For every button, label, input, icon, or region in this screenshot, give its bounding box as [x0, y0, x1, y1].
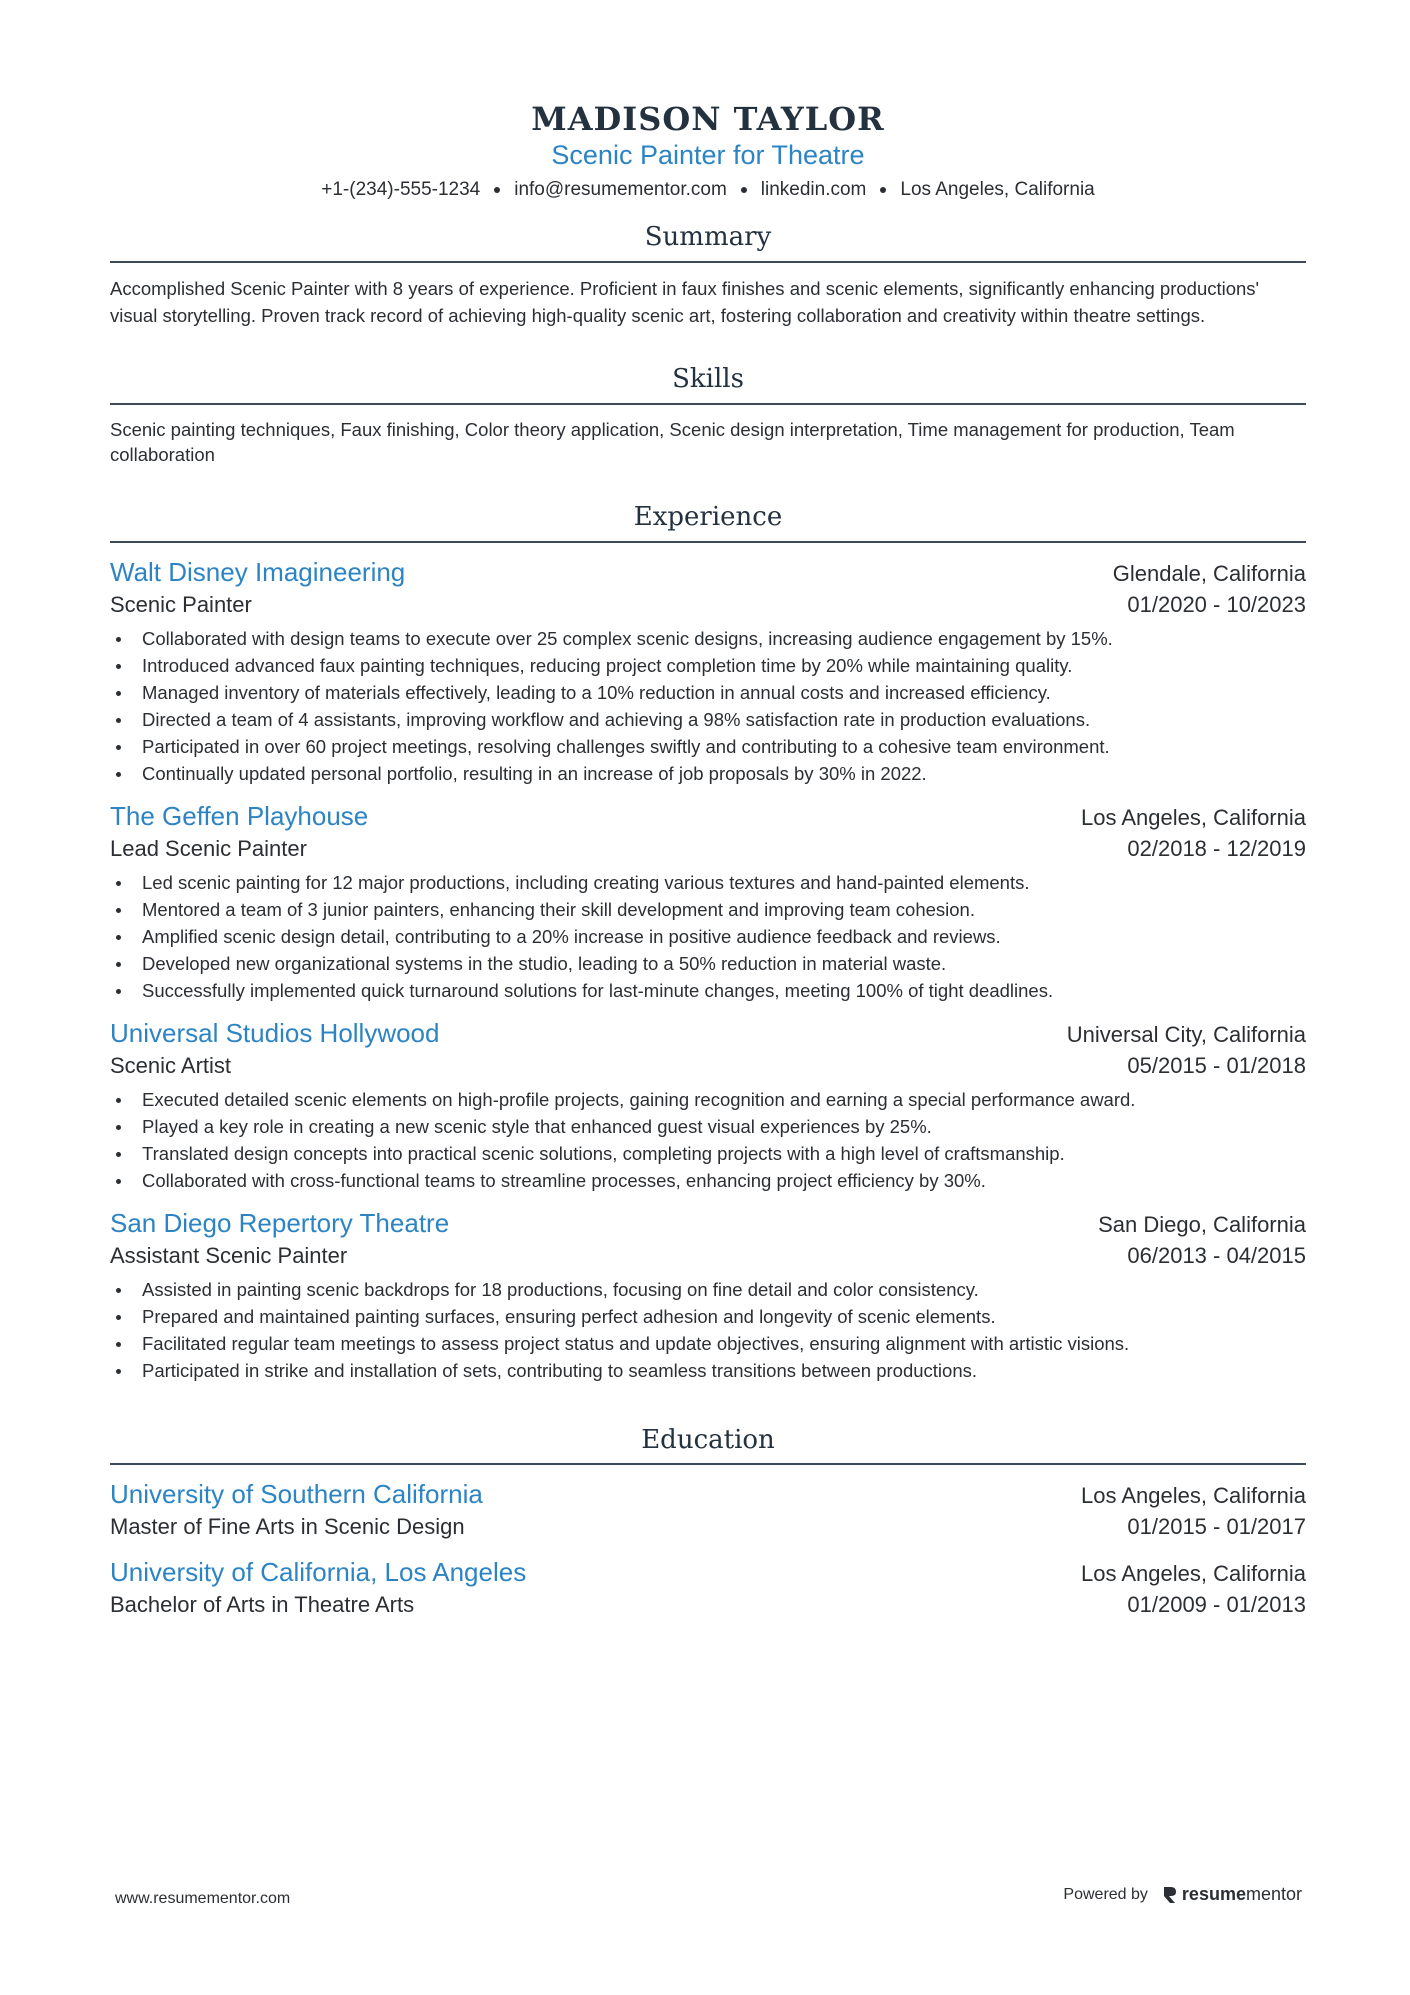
company-name: The Geffen Playhouse	[110, 800, 369, 831]
job-entry	[110, 555, 1306, 787]
bullet-item: Collaborated with cross-functional teams to streamline processes, enhancing project efficiency by 30%.	[110, 1167, 1306, 1194]
brand-text-light: mentor	[1245, 1884, 1302, 1904]
contact-line	[110, 179, 1306, 201]
summary-text: Accomplished Scenic Painter with 8 years of experience. Proficient in faux finishes and scenic elements, significantly enhancing productions' visual storytelling. Proven track record of achieving high-quality scenic art, fostering collaboration and creativity within theatre settings.	[110, 277, 1260, 326]
section-title-summary: Summary	[644, 222, 772, 253]
job-entry	[110, 799, 1306, 1004]
company-name: San Diego Repertory Theatre	[110, 1207, 450, 1238]
section-divider	[110, 541, 1306, 543]
job-location: Universal City, California	[1066, 1021, 1306, 1047]
bullet-item: Mentored a team of 3 junior painters, enhancing their skill development and improving team cohesion.	[110, 896, 1306, 923]
bullet-item: Introduced advanced faux painting techniques, reducing project completion time by 20% while maintaining quality.	[110, 652, 1306, 679]
resume-page	[110, 100, 1306, 1621]
education-dates: 01/2009 - 01/2013	[1127, 1592, 1306, 1618]
bullet-item: Prepared and maintained painting surfaces, ensuring perfect adhesion and longevity of scenic elements.	[110, 1303, 1306, 1330]
bullet-item: Successfully implemented quick turnaround solutions for last-minute changes, meeting 100% of tight deadlines.	[110, 977, 1306, 1004]
section-divider	[110, 403, 1306, 405]
job-role: Lead Scenic Painter	[110, 835, 307, 861]
job-entry	[110, 1206, 1306, 1384]
job-dates: 02/2018 - 12/2019	[1127, 835, 1306, 861]
candidate-name: MADISON TAYLOR	[531, 100, 885, 138]
contact-email[interactable]: info@resumementor.com	[514, 179, 727, 201]
job-location: Los Angeles, California	[1080, 804, 1306, 830]
job-dates: 01/2020 - 10/2023	[1127, 591, 1306, 617]
job-entry	[110, 1016, 1306, 1194]
company-name: Walt Disney Imagineering	[110, 556, 406, 587]
school-name: University of Southern California	[110, 1479, 483, 1510]
job-role: Assistant Scenic Painter	[110, 1242, 348, 1268]
job-bullets	[110, 1276, 1306, 1384]
skills-text: Scenic painting techniques, Faux finishing, Color theory application, Scenic design interpretation, Time management for production, Team collaboration	[110, 418, 1235, 465]
bullet-item: Developed new organizational systems in the studio, leading to a 50% reduction in material waste.	[110, 950, 1306, 977]
company-name: Universal Studios Hollywood	[110, 1017, 440, 1048]
resumementor-logo-icon	[1162, 1886, 1178, 1904]
powered-by-label: Powered by	[1063, 1885, 1148, 1903]
education-entry	[110, 1555, 1306, 1621]
job-role: Scenic Painter	[110, 591, 252, 617]
school-name: University of California, Los Angeles	[110, 1557, 527, 1588]
bullet-item: Translated design concepts into practical scenic solutions, completing projects with a high level of craftsmanship.	[110, 1140, 1306, 1167]
section-divider	[110, 1463, 1306, 1465]
degree: Bachelor of Arts in Theatre Arts	[110, 1592, 415, 1618]
skills-section	[110, 363, 1306, 467]
bullet-item: Played a key role in creating a new scenic style that enhanced guest visual experiences by 25%.	[110, 1113, 1306, 1140]
bullet-item: Facilitated regular team meetings to assess project status and update objectives, ensuring alignment with artistic visions.	[110, 1330, 1306, 1357]
bullet-item: Executed detailed scenic elements on high-profile projects, gaining recognition and earning a special performance award.	[110, 1086, 1306, 1113]
job-dates: 05/2015 - 01/2018	[1127, 1052, 1306, 1078]
separator-dot	[741, 187, 747, 193]
bullet-item: Participated in over 60 project meetings, resolving challenges swiftly and contributing to a cohesive team environment.	[110, 733, 1306, 760]
bullet-item: Participated in strike and installation of sets, contributing to seamless transitions between productions.	[110, 1357, 1306, 1384]
job-role: Scenic Artist	[110, 1052, 232, 1078]
degree: Master of Fine Arts in Scenic Design	[110, 1514, 465, 1540]
education-entry	[110, 1477, 1306, 1543]
separator-dot	[494, 187, 500, 193]
contact-location: Los Angeles, California	[900, 179, 1095, 201]
section-title-education: Education	[641, 1424, 775, 1455]
summary-section	[110, 221, 1306, 329]
section-divider	[110, 261, 1306, 263]
job-bullets	[110, 625, 1306, 787]
candidate-title: Scenic Painter for Theatre	[551, 140, 865, 171]
bullet-item: Assisted in painting scenic backdrops for 18 productions, focusing on fine detail and color consistency.	[110, 1276, 1306, 1303]
school-location: Los Angeles, California	[1080, 1561, 1306, 1587]
brand-logo[interactable]	[1162, 1884, 1302, 1905]
school-location: Los Angeles, California	[1080, 1483, 1306, 1509]
section-title-experience: Experience	[633, 501, 783, 532]
bullet-item: Continually updated personal portfolio, resulting in an increase of job proposals by 30% in 2022.	[110, 760, 1306, 787]
footer-website[interactable]: www.resumementor.com	[115, 1890, 291, 1907]
separator-dot	[880, 187, 886, 193]
resume-header	[110, 100, 1306, 201]
contact-phone: +1-(234)-555-1234	[321, 179, 481, 201]
job-bullets	[110, 1086, 1306, 1194]
brand-text-bold: resume	[1181, 1884, 1246, 1904]
job-dates: 06/2013 - 04/2015	[1127, 1242, 1306, 1268]
education-section	[110, 1424, 1306, 1622]
bullet-item: Directed a team of 4 assistants, improving workflow and achieving a 98% satisfaction rate in production evaluations.	[110, 706, 1306, 733]
bullet-item: Amplified scenic design detail, contributing to a 20% increase in positive audience feedback and reviews.	[110, 923, 1306, 950]
education-dates: 01/2015 - 01/2017	[1127, 1514, 1306, 1540]
job-bullets	[110, 869, 1306, 1004]
footer-powered-by	[1063, 1884, 1302, 1905]
section-title-skills: Skills	[672, 363, 744, 394]
experience-section	[110, 501, 1306, 1384]
job-location: San Diego, California	[1098, 1211, 1306, 1237]
bullet-item: Led scenic painting for 12 major productions, including creating various textures and hand-painted elements.	[110, 869, 1306, 896]
contact-linkedin[interactable]: linkedin.com	[760, 179, 867, 201]
bullet-item: Managed inventory of materials effectively, leading to a 10% reduction in annual costs and increased efficiency.	[110, 679, 1306, 706]
bullet-item: Collaborated with design teams to execute over 25 complex scenic designs, increasing audience engagement by 15%.	[110, 625, 1306, 652]
job-location: Glendale, California	[1112, 560, 1306, 586]
